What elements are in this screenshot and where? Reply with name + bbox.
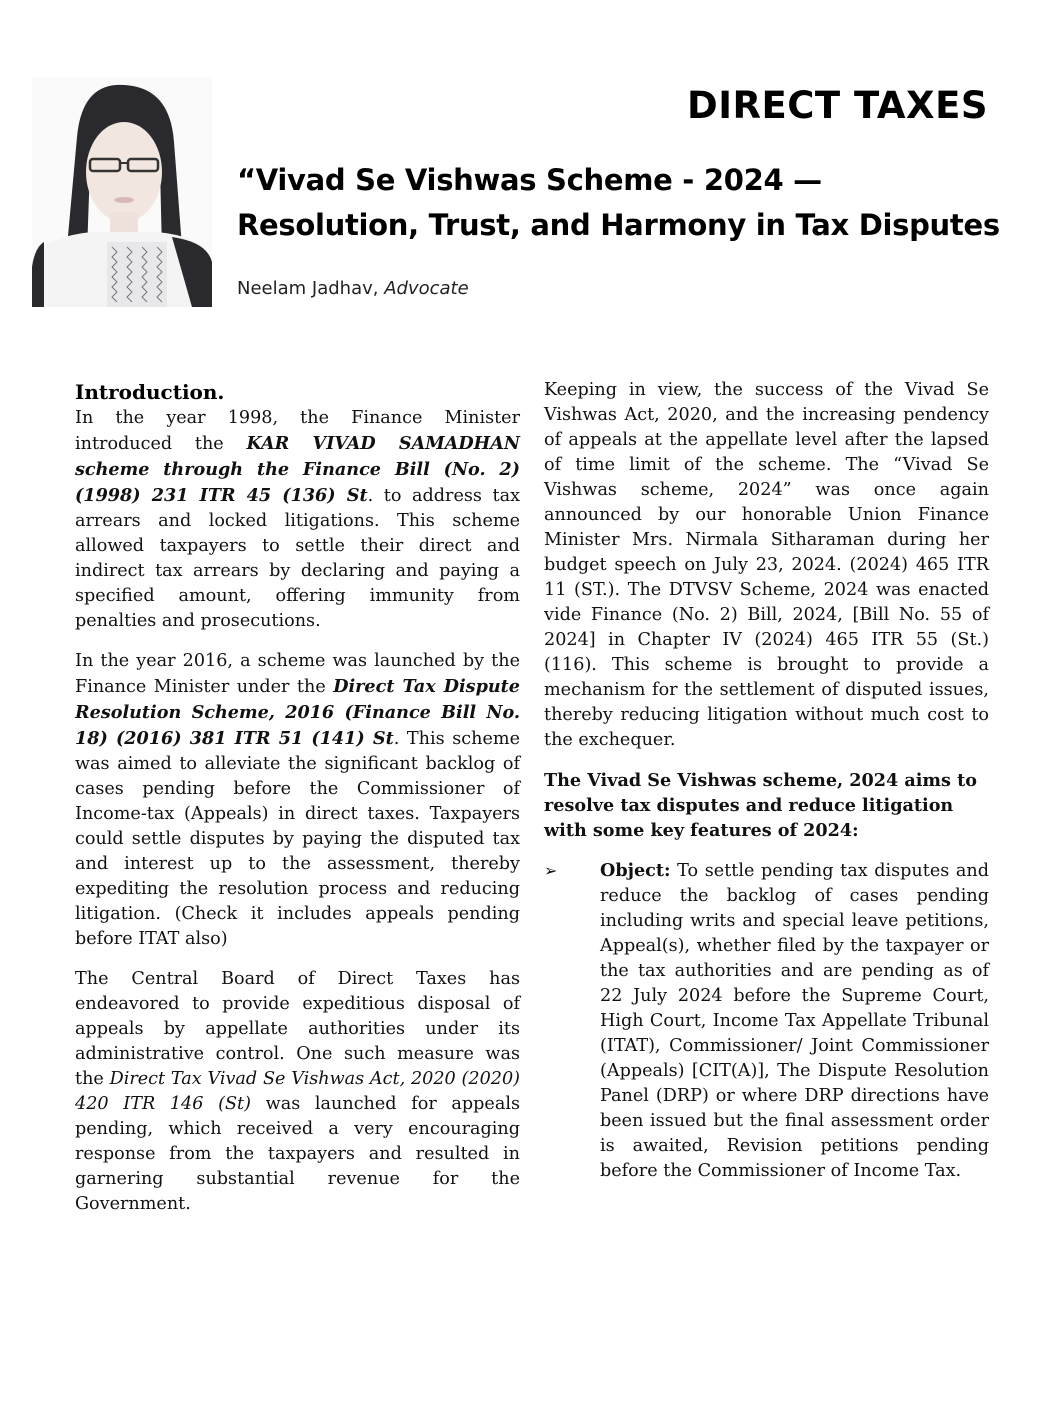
- author-portrait-image: [32, 77, 212, 307]
- dtdrs-citation: Direct Tax Dispute Resolution Scheme, 2016 (Finance Bill No. 18) (2016) 381 ITR 51 (141) St: [75, 676, 520, 749]
- paragraph-2024: Keeping in view, the success of the Vivad Se Vishwas Act, 2020, and the increasing pendency of appeals at the appellate level after the lapsed of time limit of the scheme. The “Vivad Se Vishwas scheme, 2024” was once again announced by our honorable Union Finance Minister Mrs. Nirmala Sitharaman during her budget speech on July 23, 2024. (2024) 465 ITR 11 (ST.). The DTVSV Scheme, 2024 was enacted vide Finance (No. 2) Bill, 2024, [Bill No. 55 of 2024] in Chapter IV (2024) 465 ITR 55 (St.) (116). This scheme is brought to provide a mechanism for the settlement of disputed issues, thereby reducing litigation without much cost to the exchequer.: [544, 380, 989, 750]
- paragraph-2016: [75, 649, 520, 952]
- text: In the year 2016, a scheme was launched by the Finance Minister under the: [75, 651, 520, 697]
- right-column: [544, 378, 989, 1184]
- arrowhead-bullet-icon: ➢: [544, 861, 558, 880]
- title-line-2: Resolution, Trust, and Harmony in Tax Disputes: [237, 208, 1000, 242]
- text: The Central Board of Direct Taxes has endeavored to provide expeditious disposal of appeals by appellate authorities under its administrative control. One such measure was the: [75, 969, 520, 1089]
- bullet-text: [600, 858, 989, 1184]
- article-title: [237, 158, 1017, 248]
- byline: [237, 278, 469, 299]
- paragraph-1998: [75, 406, 520, 634]
- kar-vivad-citation: KAR VIVAD SAMADHAN scheme through the Finance Bill (No. 2)(1998) 231 ITR 45 (136) St: [75, 433, 520, 506]
- author-name: Neelam Jadhav,: [237, 278, 379, 299]
- text: . to address tax arrears and locked litigations. This scheme allowed taxpayers to settle their direct and indirect tax arrears by declaring and paying a specified amount, offering immunity from penalties and prosecutions.: [75, 486, 520, 631]
- author-photo: [32, 77, 212, 307]
- bullet-object: [544, 858, 989, 1184]
- paragraph-cbdt: [75, 967, 520, 1217]
- text: . This scheme was aimed to alleviate the significant backlog of cases pending before the Commissioner of Income-tax (Appeals) in direct taxes. Taxpayers could settle disputes by paying the disputed tax and interest up to the assessment, thereby expediting the resolution process and reducing litigation. (Check it includes appeals pending before ITAT also): [75, 729, 520, 949]
- title-line-1: “Vivad Se Vishwas Scheme - 2024 —: [237, 163, 822, 197]
- left-column: [75, 378, 520, 1232]
- text: In the year 1998, the Finance Minister introduced the: [75, 408, 520, 454]
- section-label: DIRECT TAXES: [687, 84, 988, 127]
- intro-heading: Introduction.: [75, 380, 225, 404]
- text: was launched for appeals pending, which received a very encouraging response from the taxpayers and resulted in garnering substantial revenue for the Government.: [75, 1094, 520, 1214]
- features-lead: The Vivad Se Vishwas scheme, 2024 aims to resolve tax disputes and reduce litigation with some key features of 2024:: [544, 770, 977, 841]
- author-role: Advocate: [384, 278, 469, 299]
- vsv-2020-citation: Direct Tax Vivad Se Vishwas Act, 2020 (2020) 420 ITR 146 (St): [75, 1069, 521, 1114]
- bullet-label: Object:: [600, 860, 671, 881]
- bullet-body: To settle pending tax disputes and reduce the backlog of cases pending including writs and special leave petitions, Appeal(s), whether filed by the taxpayer or the tax authorities and are pending as of 22 July 2024 before the Supreme Court, High Court, Income Tax Appellate Tribunal (ITAT), Commissioner/ Joint Commissioner (Appeals) [CIT(A)], The Dispute Resolution Panel (DRP) or where DRP directions have been issued but the final assessment order is awaited, Revision petitions pending before the Commissioner of Income Tax.: [600, 861, 989, 1181]
